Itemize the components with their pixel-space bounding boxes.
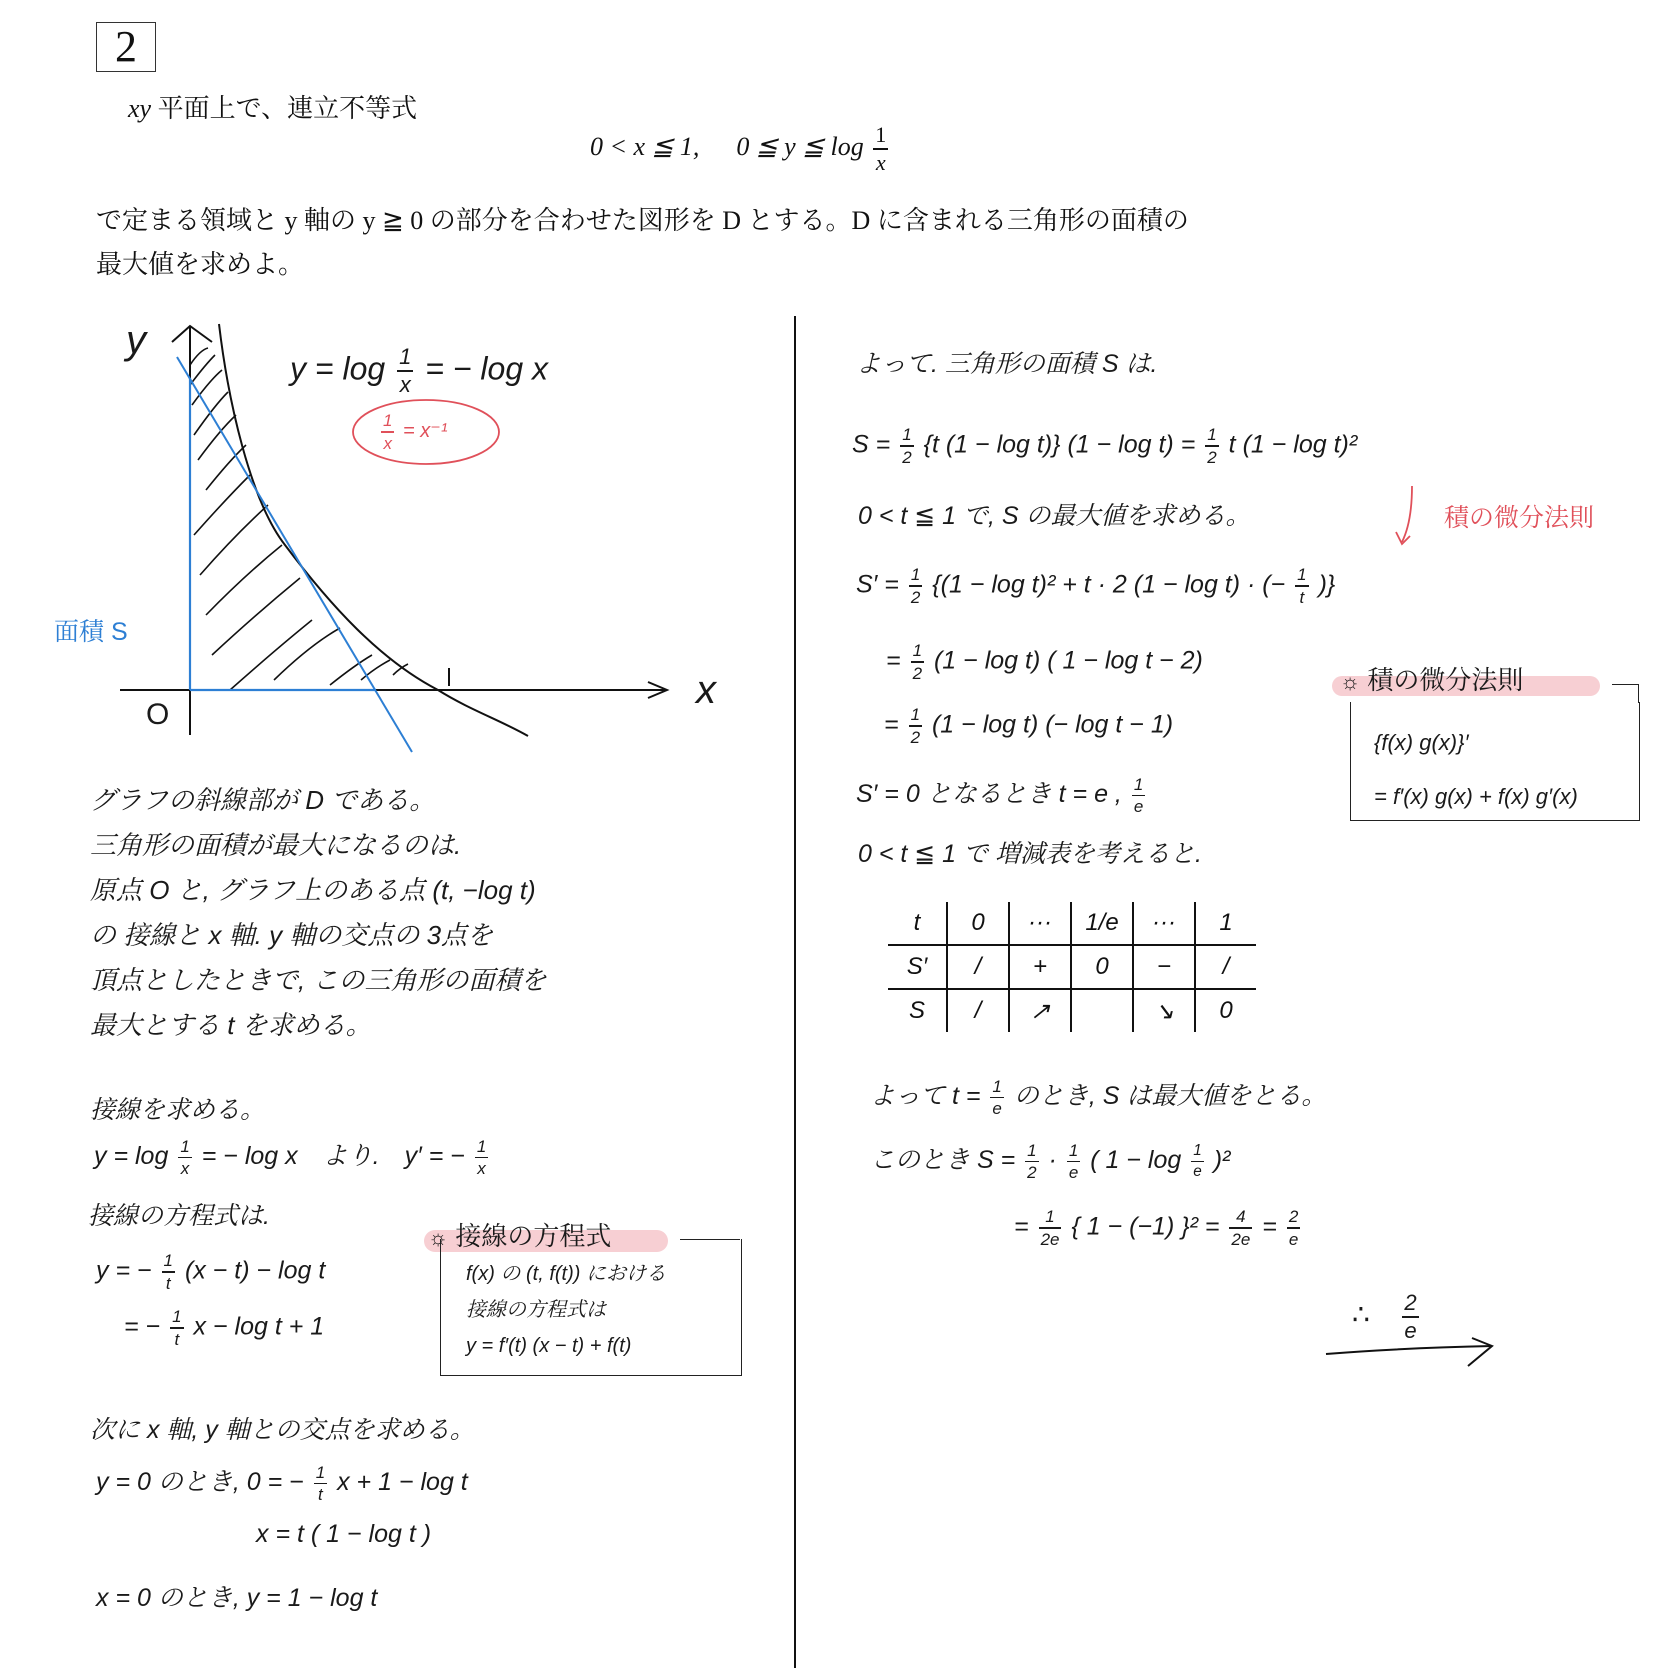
- y0-num: 1: [315, 1462, 326, 1482]
- intercept-heading: 次に x 軸, y 軸との交点を求める。: [90, 1416, 475, 1444]
- inequality-left: 0 < x ≦ 1,: [590, 131, 700, 161]
- area-intro: よって. 三角形の面積 S は.: [856, 350, 1158, 378]
- answer-den: e: [1404, 1317, 1417, 1343]
- table-cell: 1/e: [1071, 902, 1133, 945]
- S-num2: 1: [1207, 425, 1217, 444]
- Sp2-b: (1 − log t) ( 1 − log t − 2): [933, 646, 1203, 675]
- S-a: S =: [852, 430, 891, 459]
- Sp-den: 2: [910, 587, 921, 607]
- Sp3-a: =: [884, 710, 899, 739]
- S-den2: 2: [1207, 447, 1217, 467]
- deriv-den2: x: [477, 1159, 486, 1179]
- final-answer: [1352, 1292, 1422, 1342]
- memo-tangent-body: [466, 1256, 666, 1364]
- Sp-num2: 1: [1297, 565, 1307, 584]
- teq1-a: y = −: [96, 1256, 152, 1285]
- curve-rhs: = − log x: [425, 350, 548, 387]
- zero-a: S′ = 0 となるとき t = e ,: [856, 780, 1122, 808]
- v1-dot: ·: [1048, 1146, 1057, 1174]
- deriv-den: x: [180, 1159, 190, 1179]
- memo-tangent-top-rule: [680, 1239, 740, 1240]
- table-cell: +: [1009, 945, 1071, 989]
- teq1-den: t: [165, 1273, 171, 1293]
- max-den: e: [992, 1099, 1002, 1119]
- memo-product-body: [1374, 716, 1578, 824]
- v2-b: { 1 − (−1) }² =: [1071, 1212, 1220, 1241]
- max-b: のとき, S は最大値をとる。: [1013, 1082, 1327, 1110]
- curve-num: 1: [399, 344, 412, 369]
- curve-lhs: y = log: [290, 350, 386, 387]
- S-prime-eq: [856, 566, 1335, 606]
- v1-num2: 1: [1068, 1140, 1079, 1160]
- memo-title-text: 接線の方程式: [455, 1221, 612, 1251]
- deriv-b: = − log x より. y′ = −: [201, 1142, 465, 1170]
- S-b: {t (1 − log t)} (1 − log t) =: [923, 430, 1196, 459]
- table-row: [888, 989, 1256, 1032]
- S-num: 1: [902, 425, 912, 444]
- teq1-num: 1: [163, 1251, 174, 1270]
- v1-num3: 1: [1193, 1142, 1202, 1160]
- red-note: [378, 412, 447, 452]
- Sp2-num: 1: [912, 641, 923, 660]
- tangent-eq1: [96, 1252, 325, 1292]
- table-cell: /: [947, 945, 1009, 989]
- deriv-num: 1: [180, 1136, 190, 1156]
- memo-product-title: [1340, 660, 1523, 697]
- table-cell: ···: [1009, 902, 1071, 945]
- v1-c: )²: [1213, 1146, 1231, 1174]
- Sp3-den: 2: [910, 727, 921, 747]
- v1-den3: e: [1193, 1163, 1202, 1181]
- Sp-b: {(1 − log t)² + t · 2 (1 − log t) · (−: [932, 570, 1286, 599]
- table-cell: ↘: [1133, 989, 1195, 1032]
- max-num: 1: [992, 1076, 1002, 1096]
- para-line: の 接線と x 軸. y 軸の交点の 3点を: [90, 920, 494, 950]
- para-line: 原点 O と, グラフ上のある点 (t, −log t): [90, 875, 536, 905]
- derivative-line: [94, 1136, 491, 1177]
- v1-a: このとき S =: [870, 1146, 1016, 1174]
- value-line1: [870, 1140, 1230, 1181]
- table-cell: ↗: [1009, 989, 1071, 1032]
- problem-line1: で定まる領域と y 軸の y ≧ 0 の部分を合わせた図形を D とする。D に含まれる三角形の面積の: [96, 206, 1189, 235]
- v2-c: =: [1262, 1212, 1277, 1241]
- memo-line: y = f′(t) (x − t) + f(t): [466, 1335, 632, 1357]
- memo-product-top-rule: [1612, 684, 1639, 703]
- table-cell: S: [908, 997, 925, 1024]
- table-cell: 0: [1071, 945, 1133, 989]
- v1-b: ( 1 − log: [1090, 1146, 1182, 1174]
- y0-den: t: [318, 1485, 323, 1505]
- Sp-c: )}: [1318, 570, 1336, 599]
- increase-decrease-table: [888, 902, 1256, 1032]
- tangent-heading: 接線を求める。: [90, 1096, 266, 1124]
- answer-num: 2: [1404, 1290, 1417, 1315]
- note-rhs: = x⁻¹: [403, 420, 448, 443]
- origin-label: O: [146, 698, 170, 731]
- deriv-num2: 1: [476, 1136, 487, 1156]
- x0-line: x = 0 のとき, y = 1 − log t: [96, 1584, 378, 1612]
- v2-den3: e: [1288, 1229, 1299, 1249]
- deriv-a: y = log: [94, 1142, 169, 1170]
- table-cell: S′: [888, 945, 947, 989]
- table-cell: t: [888, 902, 947, 945]
- max-a: よって t =: [870, 1082, 981, 1110]
- tangent-line: [177, 357, 412, 752]
- intro-text: 平面上で、連立不等式: [157, 94, 418, 123]
- Sp2-a: =: [886, 646, 901, 675]
- v1-num: 1: [1027, 1140, 1037, 1160]
- answer-underline: [1320, 1336, 1500, 1370]
- y0-b: x + 1 − log t: [337, 1468, 468, 1496]
- curve-den: x: [399, 371, 411, 397]
- teq2-den: t: [174, 1329, 180, 1349]
- table-cell: /: [1195, 945, 1256, 989]
- area-label: 面積 S: [54, 618, 128, 646]
- S-prime-eq2: [886, 642, 1203, 682]
- table-intro: 0 < t ≦ 1 で 増減表を考えると.: [858, 840, 1202, 868]
- memo-line: f(x) の (t, f(t)) における: [466, 1263, 666, 1285]
- tangent-eq2: [124, 1308, 324, 1348]
- y-axis-arrow-icon: [172, 326, 212, 342]
- S-equation: [852, 426, 1357, 466]
- frac-num: 1: [875, 122, 887, 147]
- curve-label: [290, 346, 548, 396]
- v2-den2: 2e: [1231, 1229, 1251, 1249]
- S-c: t (1 − log t)²: [1228, 430, 1358, 459]
- teq2-a: = −: [124, 1312, 161, 1341]
- range-line: 0 < t ≦ 1 で, S の最大値を求める。: [858, 502, 1251, 530]
- v2-num2: 4: [1236, 1207, 1246, 1226]
- S-den: 2: [902, 447, 912, 467]
- max-line: [870, 1076, 1326, 1117]
- table-cell: 1: [1195, 902, 1256, 945]
- memo-line: = f′(x) g(x) + f(x) g′(x): [1374, 784, 1578, 809]
- memo-line: 接線の方程式は: [466, 1299, 606, 1321]
- v2-a: =: [1014, 1212, 1029, 1241]
- Sp3-num: 1: [910, 705, 921, 724]
- v2-den: 2e: [1040, 1229, 1060, 1249]
- v1-den2: e: [1068, 1163, 1079, 1183]
- lightbulb-icon: ☼: [428, 1225, 449, 1250]
- hatching: [190, 348, 408, 690]
- para-line: 三角形の面積が最大になるのは.: [90, 830, 462, 860]
- therefore-icon: ∴: [1352, 1299, 1370, 1331]
- tangent-eq-intro: 接線の方程式は.: [88, 1202, 270, 1230]
- table-cell: ···: [1133, 902, 1195, 945]
- para-line: 最大とする t を求める。: [90, 1010, 372, 1040]
- red-arrow-icon: [1390, 482, 1430, 548]
- intro-var: xy: [128, 94, 152, 123]
- table-cell: 0: [1195, 989, 1256, 1032]
- red-rule-note: 積の微分法則: [1444, 504, 1595, 532]
- explanation-paragraph: [90, 778, 546, 1048]
- x-axis-label: x: [696, 668, 716, 712]
- para-line: グラフの斜線部が D である。: [90, 785, 436, 815]
- table-row: [888, 902, 1256, 945]
- Sp3-b: (1 − log t) (− log t − 1): [931, 710, 1174, 739]
- v2-num3: 2: [1288, 1207, 1299, 1226]
- para-line: 頂点としたときで, この三角形の面積を: [90, 965, 547, 995]
- memo-title-text: 積の微分法則: [1367, 665, 1524, 695]
- table-cell: /: [947, 989, 1009, 1032]
- answer-arrow-icon: [1468, 1338, 1492, 1366]
- note-num: 1: [383, 411, 393, 430]
- note-den: x: [383, 433, 392, 453]
- x-result: x = t ( 1 − log t ): [256, 1520, 432, 1548]
- problem-line2: 最大値を求めよ。: [96, 250, 305, 279]
- zero-den: e: [1133, 797, 1144, 817]
- inequality-right: 0 ≦ y ≦ log: [736, 131, 864, 161]
- lightbulb-icon: ☼: [1340, 669, 1361, 694]
- S-prime-eq3: [884, 706, 1173, 746]
- Sp2-den: 2: [912, 663, 923, 683]
- zero-num: 1: [1133, 774, 1144, 794]
- table-cell: −: [1133, 945, 1195, 989]
- frac-den: x: [875, 149, 886, 175]
- v2-num: 1: [1045, 1207, 1055, 1226]
- value-line2: [1014, 1208, 1303, 1248]
- Sp-num: 1: [910, 565, 921, 584]
- table-row: [888, 945, 1256, 989]
- table-cell: 0: [947, 902, 1009, 945]
- zero-line: [856, 774, 1148, 815]
- teq1-b: (x − t) − log t: [184, 1256, 326, 1285]
- Sp-den2: t: [1299, 587, 1305, 607]
- y0-line: [96, 1462, 468, 1503]
- y-axis-label: y: [126, 318, 146, 362]
- problem-number: 2: [96, 22, 156, 72]
- teq2-num: 1: [172, 1307, 182, 1326]
- teq2-b: x − log t + 1: [193, 1312, 325, 1341]
- y0-a: y = 0 のとき, 0 = −: [96, 1468, 304, 1496]
- memo-line: {f(x) g(x)}′: [1374, 730, 1469, 755]
- table-cell: [1071, 989, 1133, 1032]
- Sp-a: S′ =: [856, 570, 899, 599]
- v1-den: 2: [1027, 1163, 1037, 1183]
